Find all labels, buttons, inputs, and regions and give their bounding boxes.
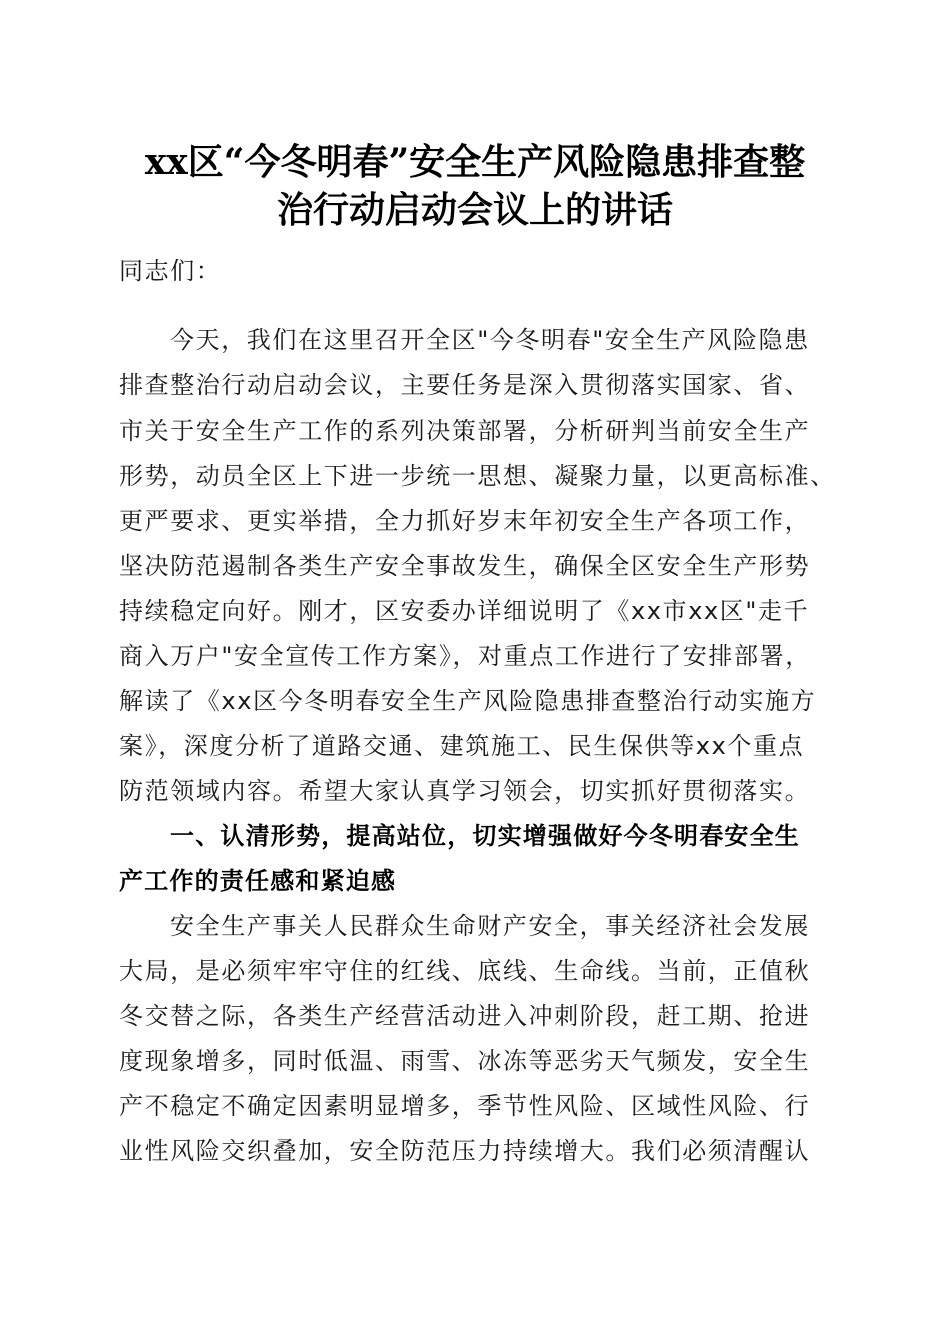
paragraph1-line-8: 商入万户"安全宣传工作方案》，对重点工作进行了安排部署， bbox=[119, 642, 811, 670]
paragraph1-line-5: 更严要求、更实举措，全力抓好岁末年初安全生产各项工作， bbox=[119, 507, 811, 535]
paragraph1-line-9: 解读了《xx区今冬明春安全生产风险隐患排查整治行动实施方 bbox=[119, 687, 817, 715]
paragraph1-line-2: 排查整治行动启动会议，主要任务是深入贯彻落实国家、省、 bbox=[119, 371, 811, 399]
paragraph2-line-5: 产不稳定不确定因素明显增多，季节性风险、区域性风险、行 bbox=[119, 1092, 811, 1120]
paragraph1-line-7: 持续稳定向好。刚才，区安委办详细说明了《xx市xx区"走千 bbox=[119, 597, 810, 625]
paragraph2-line-1: 安全生产事关人民群众生命财产安全，事关经济社会发展 bbox=[170, 912, 810, 940]
paragraph2-line-4: 度现象增多，同时低温、雨雪、冰冻等恶劣天气频发，安全生 bbox=[119, 1047, 811, 1075]
paragraph1-line-1: 今天，我们在这里召开全区"今冬明春"安全生产风险隐患 bbox=[170, 326, 810, 354]
paragraph2-line-3: 冬交替之际，各类生产经营活动进入冲刺阶段，赶工期、抢进 bbox=[119, 1002, 811, 1030]
section-heading-1-line-2: 产工作的责任感和紧迫感 bbox=[119, 867, 397, 895]
paragraph2-line-6: 业性风险交织叠加，安全防范压力持续增大。我们必须清醒认 bbox=[119, 1137, 811, 1165]
title-line-1: xx区“今冬明春”安全生产风险隐患排查整 bbox=[144, 141, 806, 183]
paragraph2-line-2: 大局，是必须牢牢守住的红线、底线、生命线。当前，正值秋 bbox=[119, 957, 811, 985]
paragraph1-line-10: 案》，深度分析了道路交通、建筑施工、民生保供等xx个重点 bbox=[119, 732, 805, 760]
paragraph1-line-3: 市关于安全生产工作的系列决策部署，分析研判当前安全生产 bbox=[119, 417, 811, 445]
document-title bbox=[100, 138, 850, 234]
paragraph1-line-11: 防范领域内容。希望大家认真学习领会，切实抓好贯彻落实。 bbox=[119, 777, 811, 805]
salutation: 同志们： bbox=[119, 257, 222, 285]
section-heading-1-line-1: 一、认清形势，提高站位，切实增强做好今冬明春安全生 bbox=[170, 822, 800, 850]
paragraph1-line-4: 形势，动员全区上下进一步统一思想、凝聚力量，以更高标准、 bbox=[119, 462, 836, 490]
paragraph1-line-6: 坚决防范遏制各类生产安全事故发生，确保全区安全生产形势 bbox=[119, 552, 811, 580]
title-line-2: 治行动启动会议上的讲话 bbox=[276, 189, 673, 231]
